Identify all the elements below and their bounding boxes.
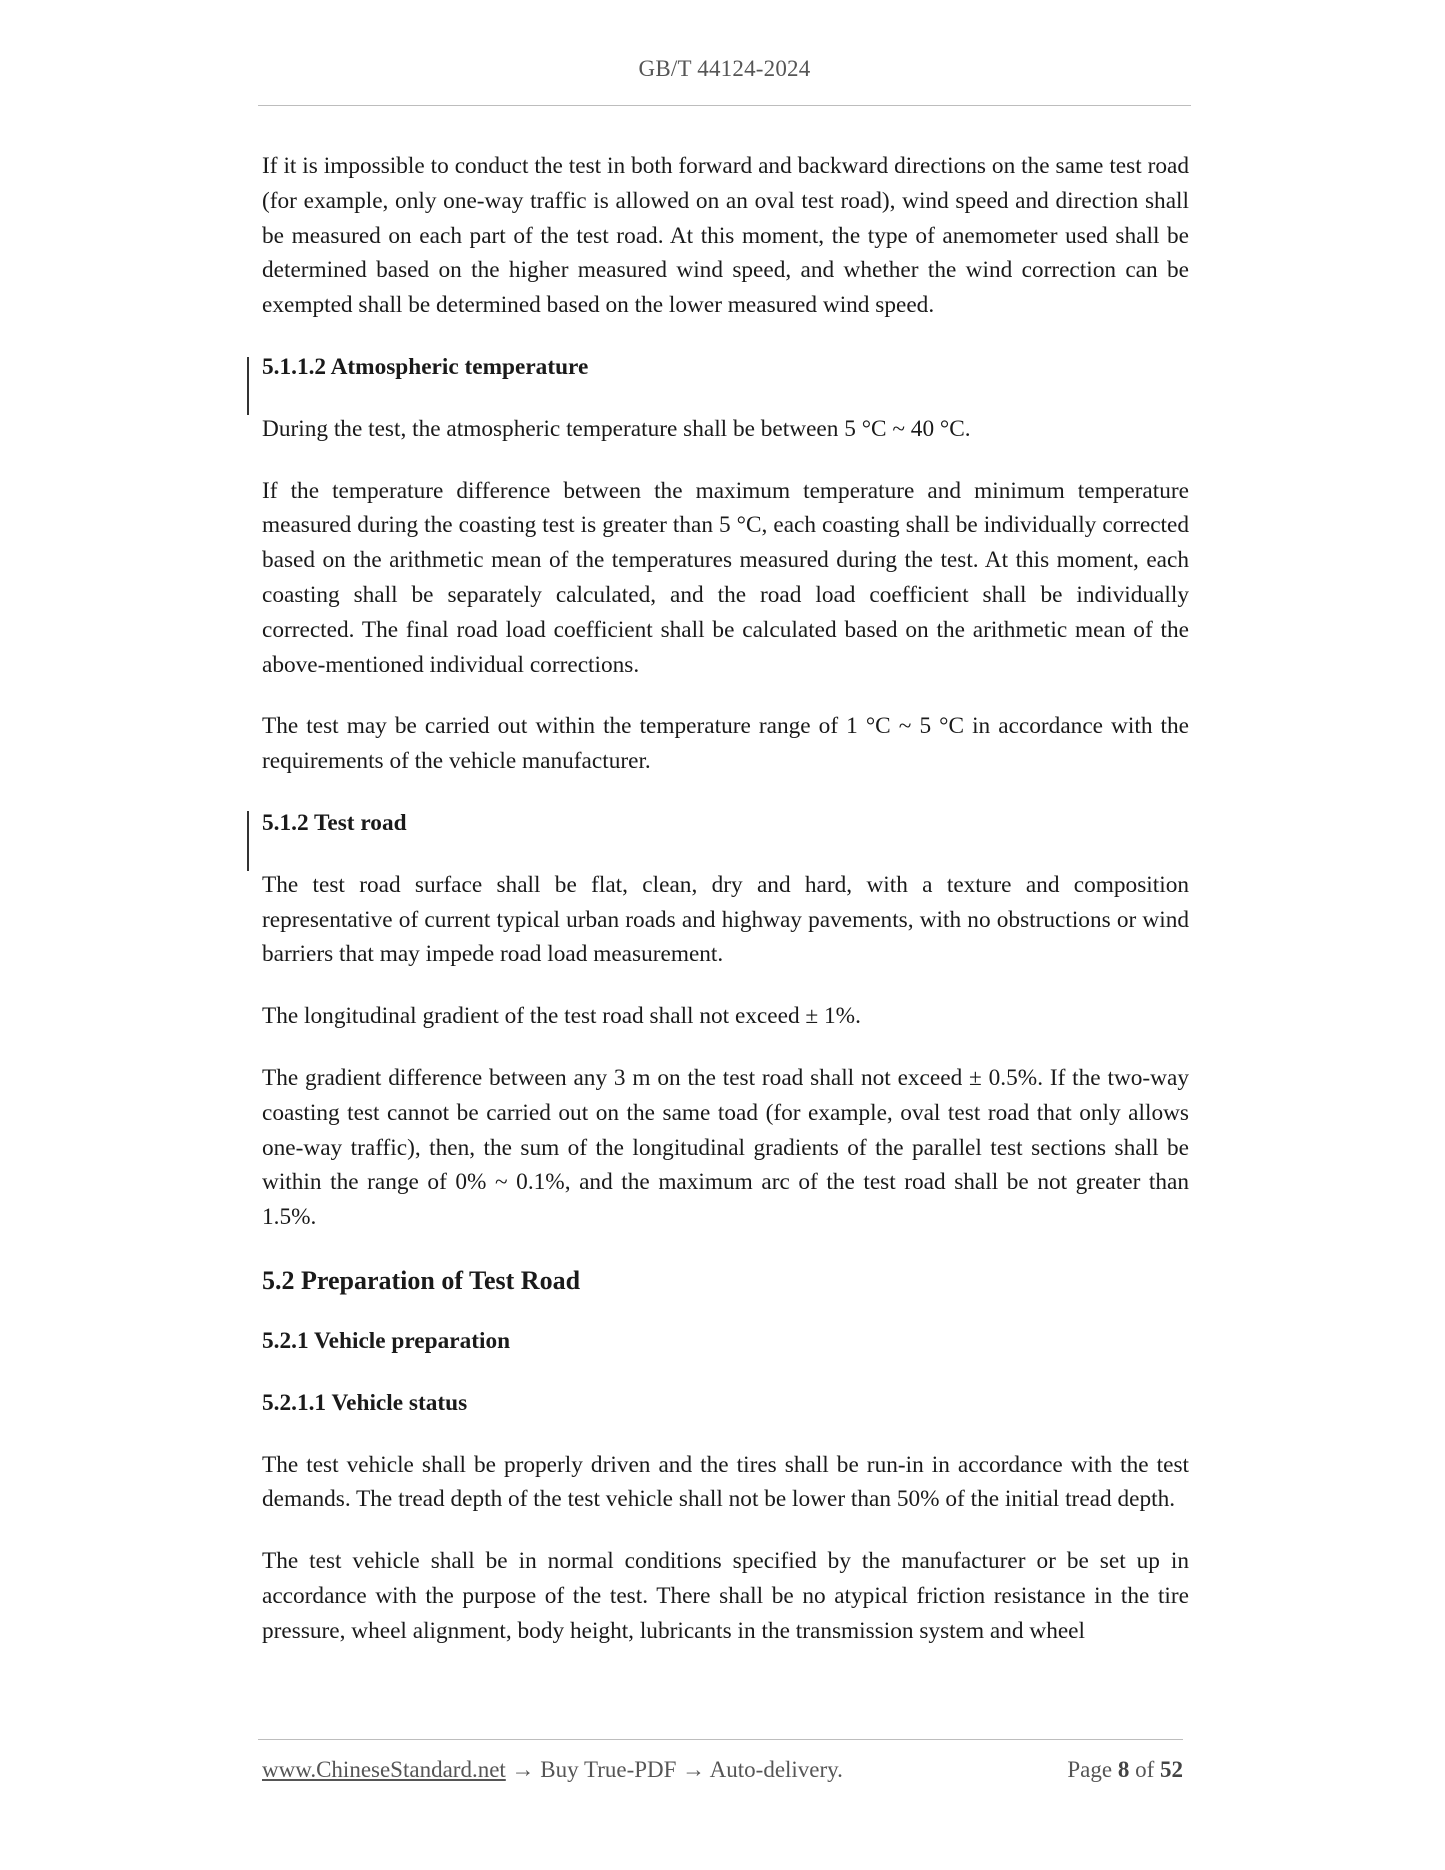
revision-bar [247, 357, 249, 415]
site-link[interactable]: www.ChineseStandard.net [262, 1757, 506, 1782]
section-heading-vehicle-preparation: 5.2.1 Vehicle preparation [262, 1327, 511, 1354]
section-heading-preparation: 5.2 Preparation of Test Road [262, 1265, 581, 1295]
running-header: GB/T 44124-2024 [638, 56, 811, 81]
current-page-number: 8 [1117, 1757, 1130, 1782]
paragraph-temperature-difference: If the temperature difference between the maximum temperature and minimum temperature measured during the coasting test is greater than 5 °C, each coasting shall be individually corrected based on the arithmetic mean of the temperatures measured during the test. At this moment, each coasting shall be separately calculated, and the road load coefficient shall be individually corrected. The final road load coefficient shall be calculated based on the arithmetic mean of the above-mentioned individual corrections. [262, 477, 1189, 678]
page-body [262, 149, 1189, 1676]
page-label: Page [1067, 1757, 1113, 1782]
paragraph-longitudinal-gradient: The longitudinal gradient of the test road shall not exceed ± 1%. [262, 1003, 861, 1030]
footer-divider [258, 1739, 1183, 1740]
paragraph-temperature-range: During the test, the atmospheric temperature shall be between 5 °C ~ 40 °C. [262, 415, 971, 442]
paragraph-normal-conditions: The test vehicle shall be in normal conditions specified by the manufacturer or be set up in accordance with the purpose of the test. There shall be no atypical friction resistance in the tire pressure, wheel alignment, body height, lubricants in the transmission system and wheel [262, 1548, 1189, 1644]
total-pages-number: 52 [1160, 1757, 1183, 1782]
section-heading-test-road: 5.1.2 Test road [262, 809, 407, 836]
section-heading-atmospheric-temperature: 5.1.1.2 Atmospheric temperature [262, 353, 589, 380]
paragraph-low-temperature: The test may be carried out within the temperature range of 1 °C ~ 5 °C in accordance with the requirements of the vehicle manufacturer. [262, 713, 1189, 775]
page-number [1067, 1757, 1183, 1783]
paragraph-gradient-difference: The gradient difference between any 3 m on the test road shall not exceed ± 0.5%. If the two-way coasting test cannot be carried out on the same toad (for example, oval test road that only allows one-way traffic), then, the sum of the longitudinal gradients of the parallel test sections shall be within the range of 0% ~ 0.1%, and the maximum arc of the test road shall be not greater than 1.5%. [262, 1064, 1189, 1231]
footer-promo [262, 1757, 843, 1783]
paragraph-wind-measurement: If it is impossible to conduct the test in both forward and backward directions on the same test road (for example, only one-way traffic is allowed on an oval test road), wind speed and direction shall be measured on each part of the test road. At this moment, the type of anemometer used shall be determined based on the higher measured wind speed, and whether the wind correction can be exempted shall be determined based on the lower measured wind speed. [262, 153, 1189, 319]
of-label: of [1135, 1757, 1155, 1782]
revision-bar [247, 811, 249, 871]
header-divider [258, 105, 1191, 106]
paragraph-run-in: The test vehicle shall be properly driven and the tires shall be run-in in accordance with the test demands. The tread depth of the test vehicle shall not be lower than 50% of the initial tread depth. [262, 1451, 1189, 1513]
footer-promo-text: → Buy True-PDF → Auto-delivery. [505, 1757, 843, 1782]
paragraph-road-surface: The test road surface shall be flat, clean, dry and hard, with a texture and composition representative of current typical urban roads and highway pavements, with no obstructions or wind barriers that may impede road load measurement. [262, 871, 1189, 968]
section-heading-vehicle-status: 5.2.1.1 Vehicle status [262, 1389, 468, 1416]
